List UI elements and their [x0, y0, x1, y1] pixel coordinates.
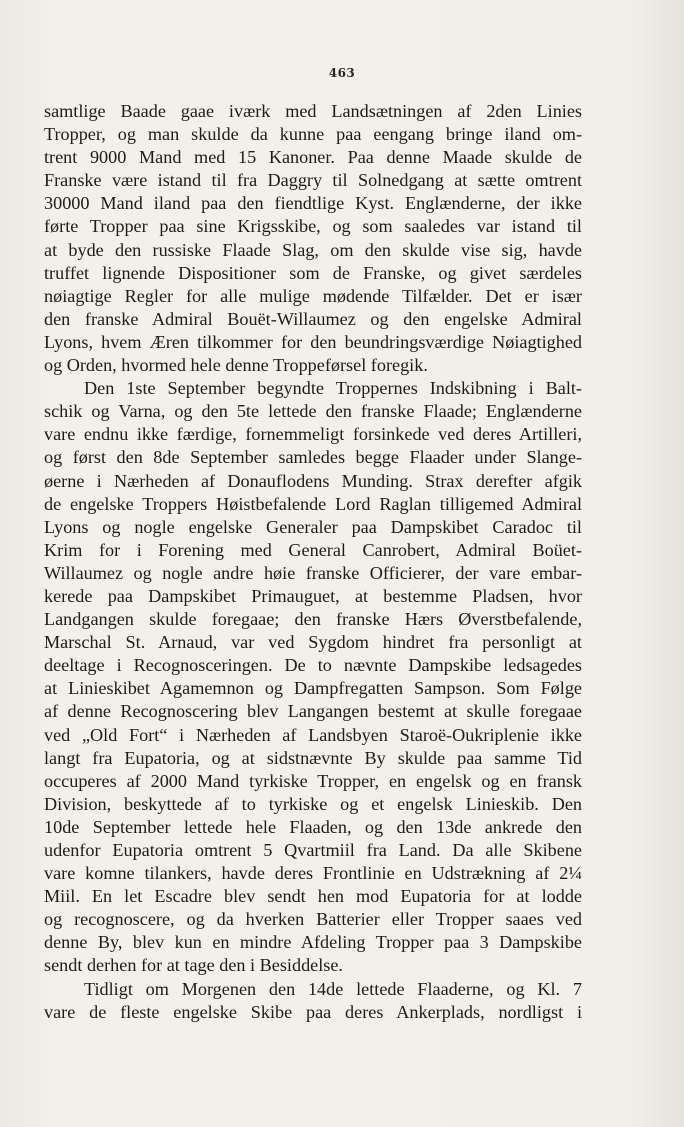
text-line: schik og Varna, og den 5te lettede den franske Flaade; Englænderne	[44, 401, 582, 422]
text-line: Den 1ste September begyndte Troppernes Indskibning i Balt-	[84, 378, 582, 399]
text-line: den franske Admiral Bouët-Willaumez og den engelske Admiral	[44, 308, 582, 329]
text-line: Franske være istand til fra Daggry til Solnedgang at sætte omtrent	[44, 170, 582, 191]
text-line: Lyons, hvem Æren tilkommer for den beundringsværdige Nøiagtighed	[44, 331, 582, 352]
text-line: Krim for i Forening med General Canrobert, Admiral Boüet-	[44, 539, 582, 560]
text-line: 30000 Mand iland paa den fiendtlige Kyst. Englænderne, der ikke	[44, 193, 582, 214]
text-line: Lyons og nogle engelske Generaler paa Dampskibet Caradoc til	[44, 516, 582, 537]
text-line: kerede paa Dampskibet Primauguet, at bestemme Pladsen, hvor	[44, 585, 582, 606]
text-line: samtlige Baade gaae iværk med Landsætningen af 2den Linies	[44, 101, 582, 121]
text-line: af denne Recognoscering blev Langangen bestemt at skulle foregaae	[44, 701, 582, 722]
text-line: Landgangen skulde foregaae; den franske Hærs Øverstbefalende,	[44, 609, 582, 630]
text-line: førte Tropper paa sine Krigsskibe, og som saaledes var istand til	[44, 216, 582, 237]
body-text	[44, 100, 582, 1024]
page-number: 463	[328, 66, 356, 80]
text-line: truffet lignende Dispositioner som de Franske, og givet særdeles	[44, 262, 582, 283]
text-line: ved „Old Fort“ i Nærheden af Landsbyen Staroë-Oukriplenie ikke	[44, 724, 582, 745]
text-line: at byde den russiske Flaade Slag, om den skulde vise sig, havde	[44, 239, 582, 260]
text-line: og recognoscere, og da hverken Batterier eller Tropper saaes ved	[44, 909, 582, 930]
text-line: Division, beskyttede af to tyrkiske og et engelsk Linieskib. Den	[44, 793, 582, 814]
text-line: vare endnu ikke færdige, fornemmeligt forsinkede ved deres Artilleri,	[44, 424, 582, 445]
text-line: trent 9000 Mand med 15 Kanoner. Paa denne Maade skulde de	[44, 147, 582, 168]
text-line: Tropper, og man skulde da kunne paa eengang bringe iland om-	[44, 124, 582, 145]
text-line: 10de September lettede hele Flaaden, og den 13de ankrede den	[44, 816, 582, 837]
text-line: deeltage i Recognosceringen. De to nævnte Dampskibe ledsagedes	[44, 655, 582, 676]
text-line: Tidligt om Morgenen den 14de lettede Flaaderne, og Kl. 7	[84, 978, 582, 999]
text-line: Miil. En let Escadre blev sendt hen mod Eupatoria for at lodde	[44, 886, 582, 907]
text-line: Willaumez og nogle andre høie franske Officierer, der vare embar-	[44, 562, 582, 583]
text-line: og først den 8de September samledes begge Flaader under Slange-	[44, 447, 582, 468]
text-line: vare de fleste engelske Skibe paa deres Ankerplads, nordligst i	[44, 1001, 582, 1022]
text-line: at Linieskibet Agamemnon og Dampfregatten Sampson. Som Følge	[44, 678, 582, 699]
text-line: sendt derhen for at tage den i Besiddelse.	[44, 955, 343, 976]
text-line: øerne i Nærheden af Donauflodens Munding. Strax derefter afgik	[44, 470, 582, 491]
text-line: udenfor Eupatoria omtrent 5 Qvartmiil fra Land. Da alle Skibene	[44, 840, 582, 860]
text-line: langt fra Eupatoria, og at sidstnævnte By skulde paa samme Tid	[44, 747, 582, 768]
text-line: occuperes af 2000 Mand tyrkiske Tropper, en engelsk og en fransk	[44, 770, 582, 791]
text-line: Marschal St. Arnaud, var ved Sygdom hindret fra personligt at	[44, 632, 582, 653]
text-line: og Orden, hvormed hele denne Troppeførsel foregik.	[44, 355, 428, 376]
text-line: denne By, blev kun en mindre Afdeling Tropper paa 3 Dampskibe	[44, 932, 582, 953]
text-line: nøiagtige Regler for alle mulige mødende Tilfælder. Det er især	[44, 285, 582, 306]
text-line: vare komne tilankers, havde deres Frontlinie en Udstrækning af 2¼	[44, 863, 582, 884]
text-line: de engelske Troppers Høistbefalende Lord Raglan tilligemed Admiral	[44, 493, 582, 514]
